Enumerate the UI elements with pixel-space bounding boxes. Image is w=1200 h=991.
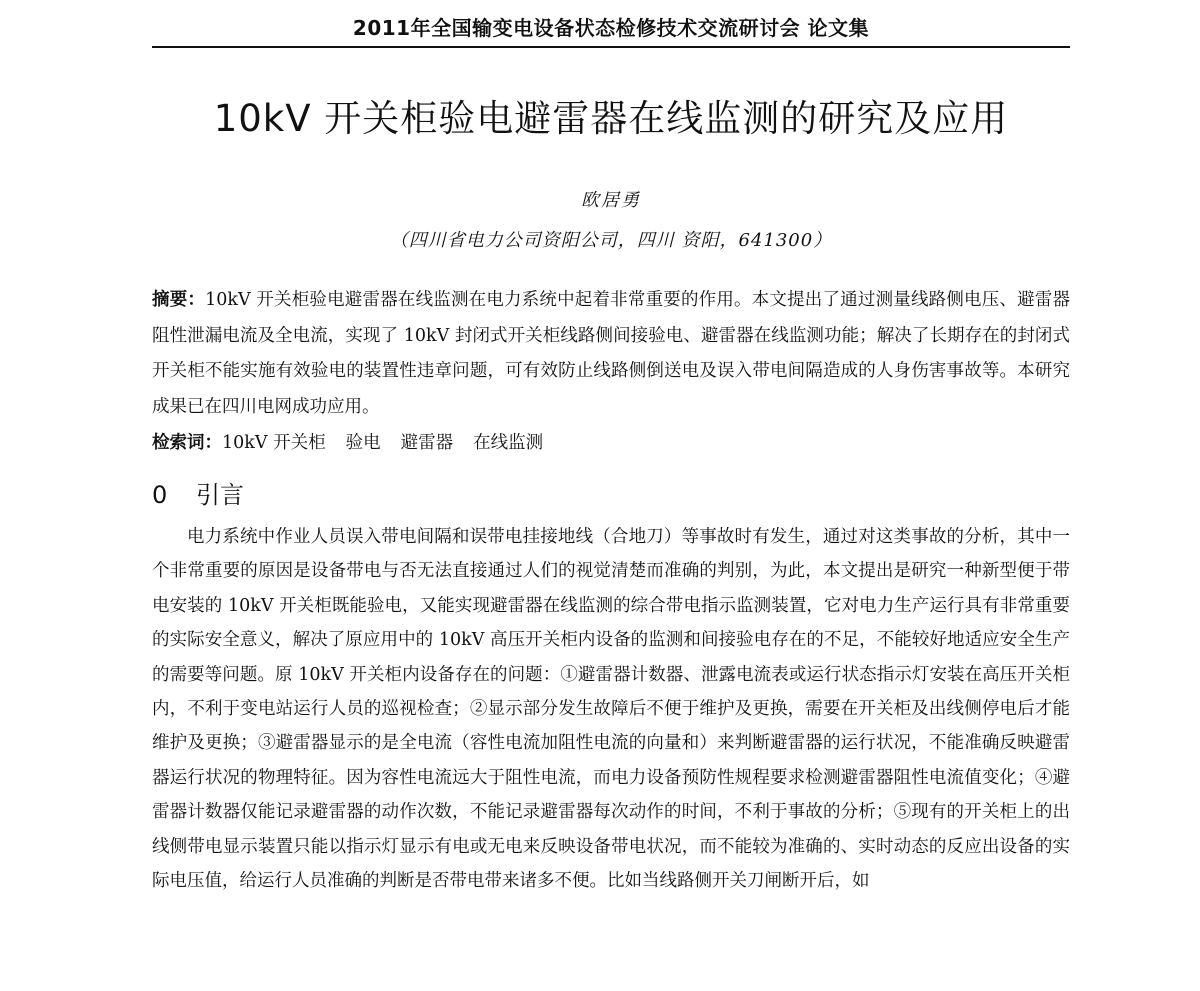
abstract-text: 10kV 开关柜验电避雷器在线监测在电力系统中起着非常重要的作用。本文提出了通过测量线路侧电压、避雷器阻性泄漏电流及全电流，实现了 10kV 封闭式开关柜线路侧间接验电、避雷器在线监测功能；解决了长期存在的封闭式开关柜不能实施有效验电的装置性违章问题，可有效防止线路侧倒送电及误入带电间隔造成的人身伤害事故等。本研究成果已在四川电网成功应用。 [152, 290, 1070, 417]
keyword-item: 验电 [345, 433, 381, 453]
keyword-item: 避雷器 [400, 433, 454, 453]
author-affiliation: （四川省电力公司资阳公司，四川 资阳，641300） [389, 230, 833, 251]
keyword-item: 在线监测 [473, 433, 544, 453]
abstract [152, 283, 1070, 425]
abstract-label: 摘要： [152, 290, 206, 310]
introduction-paragraph: 电力系统中作业人员误入带电间隔和误带电挂接地线（合地刀）等事故时有发生，通过对这类事故的分析，其中一个非常重要的原因是设备带电与否无法直接通过人们的视觉清楚而准确的判别，为此，本文提出是研究一种新型便于带电安装的 10kV 开关柜既能验电，又能实现避雷器在线监测的综合带电指示监测装置，它对电力生产运行具有非常重要的实际安全意义，解决了原应用中的 10kV 高压开关柜内设备的监测和间接验电存在的不足，不能较好地适应安全生产的需要等问题。原 10kV 开关柜内设备存在的问题：①避雷器计数器、泄露电流表或运行状态指示灯安装在高压开关柜内，不利于变电站运行人员的巡视检查；②显示部分发生故障后不便于维护及更换，需要在开关柜及出线侧停电后才能维护及更换；③避雷器显示的是全电流（容性电流加阻性电流的向量和）来判断避雷器的运行状况，不能准确反映避雷器运行状况的物理特征。因为容性电流远大于阻性电流，而电力设备预防性规程要求检测避雷器阻性电流值变化；④避雷器计数器仅能记录避雷器的动作次数，不能记录避雷器每次动作的时间，不利于事故的分析；⑤现有的开关柜上的出线侧带电显示装置只能以指示灯显示有电或无电来反映设备带电状况，而不能较为准确的、实时动态的反应出设备的实际电压值，给运行人员准确的判断是否带电带来诸多不便。比如当线路侧开关刀闸断开后，如 [152, 527, 1070, 892]
keyword-item: 10kV 开关柜 [222, 433, 326, 453]
paper-title: 10kV 开关柜验电避雷器在线监测的研究及应用 [213, 97, 1009, 140]
section-heading [152, 475, 244, 510]
keywords [152, 426, 1070, 461]
proceedings-header: 2011年全国输变电设备状态检修技术交流研讨会 论文集 [352, 16, 870, 40]
keywords-label: 检索词： [152, 433, 222, 453]
section-number: 0 [152, 481, 168, 509]
section-title: 引言 [196, 481, 244, 509]
author-name: 欧居勇 [581, 190, 641, 211]
header-divider [152, 46, 1070, 48]
